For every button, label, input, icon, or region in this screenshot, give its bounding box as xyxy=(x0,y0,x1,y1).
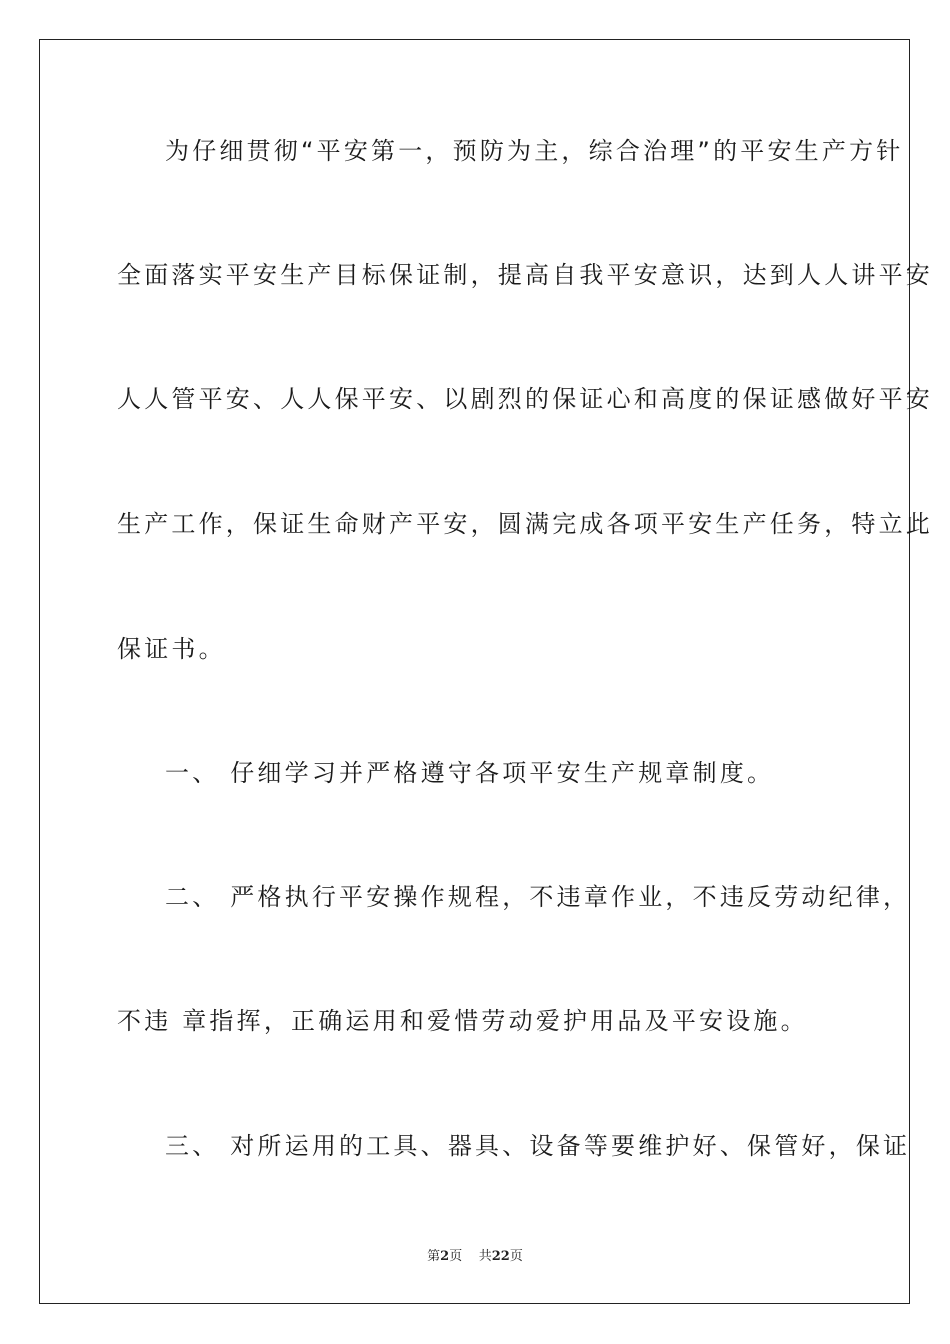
page-number: 2 xyxy=(440,1249,450,1264)
total-unit: 页 xyxy=(509,1249,523,1264)
page-frame xyxy=(39,39,933,1304)
paragraph-line: 全面落实平安生产目标保证制，提高自我平安意识，达到人人讲平安 xyxy=(117,261,933,289)
paragraph-line: 为仔细贯彻“平安第一，预防为主，综合治理”的平安生产方针 xyxy=(165,137,904,165)
paragraph-line: 人人管平安、人人保平安、以剧烈的保证心和高度的保证感做好平安 xyxy=(117,385,933,413)
list-item-2: 二、 严格执行平安操作规程，不违章作业，不违反劳动纪律， xyxy=(165,883,911,911)
total-prefix: 共 xyxy=(478,1249,492,1264)
total-pages: 22 xyxy=(491,1249,510,1264)
page-prefix: 第 xyxy=(427,1249,441,1264)
page-unit: 页 xyxy=(449,1249,463,1264)
list-item-3: 三、 对所运用的工具、器具、设备等要维护好、保管好，保证 xyxy=(165,1132,911,1160)
page-footer xyxy=(0,1248,950,1266)
list-item-2-continued: 不违 章指挥，正确运用和爱惜劳动爱护用品及平安设施。 xyxy=(117,1007,808,1035)
paragraph-line: 生产工作，保证生命财产平安，圆满完成各项平安生产任务，特立此 xyxy=(117,510,933,538)
paragraph-line: 保证书。 xyxy=(117,635,226,663)
list-item-1: 一、 仔细学习并严格遵守各项平安生产规章制度。 xyxy=(165,759,775,787)
